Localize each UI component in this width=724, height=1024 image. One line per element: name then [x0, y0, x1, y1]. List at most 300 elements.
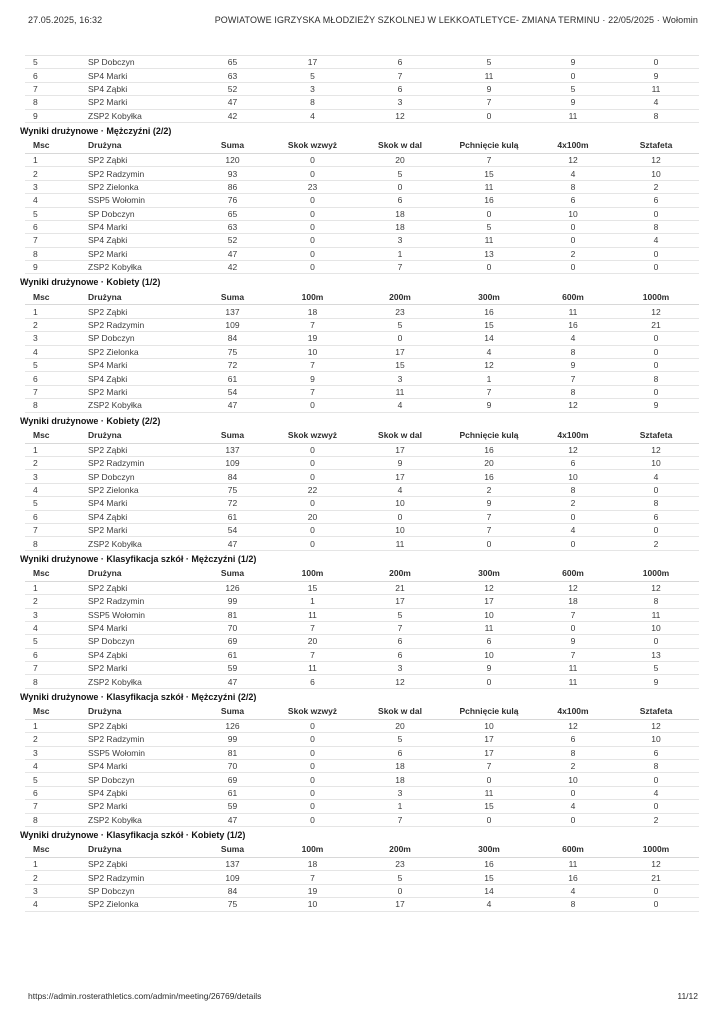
- cell-points: 4: [533, 332, 613, 345]
- cell-points: 84: [195, 884, 270, 897]
- table-row: [25, 621, 699, 634]
- cell-points: 0: [533, 537, 613, 550]
- cell-points: 7: [270, 385, 355, 398]
- cell-points: 6: [355, 194, 445, 207]
- cell-points: 18: [355, 760, 445, 773]
- cell-points: 0: [445, 261, 533, 274]
- cell-points: 42: [195, 109, 270, 122]
- cell-points: 23: [270, 180, 355, 193]
- cell-team: SP2 Marki: [75, 247, 195, 260]
- cell-team: SP2 Ząbki: [75, 153, 195, 166]
- table-row: [25, 305, 699, 318]
- table-header-row: [25, 842, 699, 858]
- cell-points: 65: [195, 56, 270, 69]
- cell-points: 11: [533, 675, 613, 688]
- cell-points: 18: [270, 305, 355, 318]
- cell-points: 0: [270, 813, 355, 826]
- results-section: [20, 274, 704, 412]
- cell-points: 0: [270, 800, 355, 813]
- cell-points: 11: [445, 180, 533, 193]
- cell-team: SP2 Radzymin: [75, 733, 195, 746]
- cell-team: SP2 Zielonka: [75, 898, 195, 911]
- column-header: 200m: [355, 289, 445, 305]
- cell-points: 47: [195, 813, 270, 826]
- cell-team: ZSP2 Kobyłka: [75, 675, 195, 688]
- cell-team: SP4 Marki: [75, 359, 195, 372]
- cell-points: 1: [270, 595, 355, 608]
- cell-points: 8: [533, 385, 613, 398]
- cell-points: 12: [613, 857, 699, 870]
- cell-points: 7: [355, 621, 445, 634]
- document-title: POWIATOWE IGRZYSKA MŁODZIEŻY SZKOLNEJ W LEKKOATLETYCE- ZMIANA TERMINU · 22/05/2025 · Wołomin: [214, 15, 698, 25]
- column-header: Msc: [25, 289, 75, 305]
- cell-points: 5: [445, 220, 533, 233]
- cell-points: 9: [613, 69, 699, 82]
- cell-points: 0: [613, 261, 699, 274]
- cell-points: 5: [270, 69, 355, 82]
- column-header: 200m: [355, 842, 445, 858]
- cell-points: 21: [613, 318, 699, 331]
- cell-rank: 1: [25, 305, 75, 318]
- cell-points: 10: [270, 345, 355, 358]
- cell-rank: 2: [25, 871, 75, 884]
- column-header: 200m: [355, 566, 445, 582]
- cell-points: 72: [195, 497, 270, 510]
- cell-points: 61: [195, 648, 270, 661]
- cell-points: 47: [195, 399, 270, 412]
- table-row: [25, 359, 699, 372]
- cell-rank: 8: [25, 247, 75, 260]
- cell-points: 6: [355, 635, 445, 648]
- cell-points: 12: [533, 153, 613, 166]
- table-row: [25, 662, 699, 675]
- cell-points: 6: [613, 194, 699, 207]
- cell-rank: 4: [25, 194, 75, 207]
- cell-team: SP2 Radzymin: [75, 318, 195, 331]
- cell-points: 8: [533, 483, 613, 496]
- cell-rank: 5: [25, 359, 75, 372]
- cell-rank: 6: [25, 220, 75, 233]
- cell-points: 12: [445, 581, 533, 594]
- cell-points: 6: [613, 510, 699, 523]
- cell-points: 0: [613, 523, 699, 536]
- cell-team: SP2 Ząbki: [75, 581, 195, 594]
- cell-team: SP Dobczyn: [75, 207, 195, 220]
- table-row: [25, 261, 699, 274]
- table-row: [25, 372, 699, 385]
- cell-points: 0: [270, 733, 355, 746]
- cell-points: 10: [355, 497, 445, 510]
- column-header: 100m: [270, 842, 355, 858]
- cell-points: 11: [270, 608, 355, 621]
- cell-rank: 9: [25, 261, 75, 274]
- column-header: 300m: [445, 289, 533, 305]
- cell-points: 4: [613, 234, 699, 247]
- cell-points: 2: [613, 813, 699, 826]
- cell-rank: 5: [25, 635, 75, 648]
- cell-points: 5: [355, 733, 445, 746]
- cell-points: 7: [445, 510, 533, 523]
- page-number: 11/12: [677, 991, 698, 1001]
- cell-rank: 9: [25, 109, 75, 122]
- column-header: Msc: [25, 428, 75, 444]
- column-header: Sztafeta: [613, 138, 699, 154]
- cell-rank: 4: [25, 760, 75, 773]
- cell-points: 6: [445, 635, 533, 648]
- cell-rank: 3: [25, 746, 75, 759]
- cell-points: 54: [195, 385, 270, 398]
- cell-points: 11: [445, 234, 533, 247]
- cell-points: 3: [355, 786, 445, 799]
- cell-points: 69: [195, 635, 270, 648]
- cell-points: 7: [533, 608, 613, 621]
- cell-points: 75: [195, 483, 270, 496]
- cell-points: 15: [270, 581, 355, 594]
- table-row: [25, 180, 699, 193]
- cell-points: 126: [195, 719, 270, 732]
- cell-points: 0: [533, 261, 613, 274]
- cell-points: 3: [355, 662, 445, 675]
- cell-points: 17: [355, 898, 445, 911]
- results-table: [25, 289, 699, 412]
- cell-team: SP2 Radzymin: [75, 167, 195, 180]
- cell-team: SSP5 Wołomin: [75, 746, 195, 759]
- cell-points: 109: [195, 318, 270, 331]
- cell-rank: 6: [25, 786, 75, 799]
- table-row: [25, 194, 699, 207]
- cell-points: 0: [355, 180, 445, 193]
- cell-points: 14: [445, 332, 533, 345]
- column-header: 100m: [270, 566, 355, 582]
- column-header: 4x100m: [533, 138, 613, 154]
- cell-points: 99: [195, 733, 270, 746]
- cell-points: 6: [355, 82, 445, 95]
- table-row: [25, 332, 699, 345]
- cell-points: 7: [270, 621, 355, 634]
- cell-team: SP Dobczyn: [75, 332, 195, 345]
- cell-points: 120: [195, 153, 270, 166]
- cell-points: 4: [355, 483, 445, 496]
- cell-team: SP2 Ząbki: [75, 719, 195, 732]
- cell-points: 6: [355, 56, 445, 69]
- cell-rank: 6: [25, 69, 75, 82]
- cell-team: ZSP2 Kobyłka: [75, 813, 195, 826]
- cell-points: 15: [355, 359, 445, 372]
- cell-points: 81: [195, 746, 270, 759]
- cell-points: 18: [533, 595, 613, 608]
- results-section: [20, 413, 704, 551]
- column-header: Msc: [25, 704, 75, 720]
- cell-points: 5: [613, 662, 699, 675]
- cell-points: 7: [533, 648, 613, 661]
- cell-rank: 7: [25, 82, 75, 95]
- cell-points: 0: [270, 207, 355, 220]
- cell-points: 1: [445, 372, 533, 385]
- cell-team: SP4 Ząbki: [75, 510, 195, 523]
- table-row: [25, 537, 699, 550]
- cell-points: 17: [355, 345, 445, 358]
- cell-points: 72: [195, 359, 270, 372]
- cell-points: 47: [195, 537, 270, 550]
- table-row: [25, 523, 699, 536]
- cell-points: 4: [270, 109, 355, 122]
- cell-team: SP2 Marki: [75, 96, 195, 109]
- column-header: 600m: [533, 842, 613, 858]
- cell-team: SP2 Zielonka: [75, 345, 195, 358]
- cell-points: 0: [270, 234, 355, 247]
- table-row: [25, 247, 699, 260]
- cell-points: 6: [533, 733, 613, 746]
- cell-points: 5: [533, 82, 613, 95]
- cell-points: 0: [613, 385, 699, 398]
- table-row: [25, 318, 699, 331]
- column-header: Suma: [195, 289, 270, 305]
- cell-points: 0: [270, 261, 355, 274]
- cell-points: 70: [195, 621, 270, 634]
- cell-points: 19: [270, 332, 355, 345]
- cell-points: 10: [533, 470, 613, 483]
- cell-team: SP4 Ząbki: [75, 234, 195, 247]
- cell-points: 11: [533, 305, 613, 318]
- cell-points: 9: [445, 82, 533, 95]
- cell-points: 0: [533, 813, 613, 826]
- cell-points: 12: [355, 109, 445, 122]
- cell-rank: 3: [25, 332, 75, 345]
- cell-points: 6: [533, 194, 613, 207]
- column-header: Skok w dal: [355, 704, 445, 720]
- cell-points: 11: [533, 109, 613, 122]
- cell-points: 0: [445, 109, 533, 122]
- cell-rank: 4: [25, 621, 75, 634]
- cell-rank: 1: [25, 153, 75, 166]
- cell-points: 69: [195, 773, 270, 786]
- cell-points: 12: [533, 581, 613, 594]
- cell-points: 0: [355, 510, 445, 523]
- table-row: [25, 871, 699, 884]
- cell-points: 4: [445, 898, 533, 911]
- section-title: Wyniki drużynowe · Mężczyźni (2/2): [20, 125, 172, 136]
- cell-rank: 7: [25, 800, 75, 813]
- cell-rank: 4: [25, 483, 75, 496]
- cell-points: 4: [613, 786, 699, 799]
- cell-points: 109: [195, 456, 270, 469]
- column-header: 1000m: [613, 566, 699, 582]
- cell-points: 11: [613, 608, 699, 621]
- column-header: Suma: [195, 566, 270, 582]
- cell-team: SP2 Ząbki: [75, 857, 195, 870]
- print-timestamp: 27.05.2025, 16:32: [28, 15, 103, 25]
- cell-points: 6: [613, 746, 699, 759]
- table-row: [25, 345, 699, 358]
- cell-points: 9: [270, 372, 355, 385]
- cell-points: 12: [613, 153, 699, 166]
- column-header: 100m: [270, 289, 355, 305]
- cell-points: 0: [533, 621, 613, 634]
- table-row: [25, 56, 699, 69]
- cell-points: 21: [613, 871, 699, 884]
- cell-points: 17: [355, 470, 445, 483]
- cell-points: 0: [533, 69, 613, 82]
- cell-points: 0: [445, 537, 533, 550]
- cell-points: 23: [355, 305, 445, 318]
- cell-points: 4: [613, 96, 699, 109]
- cell-points: 10: [533, 207, 613, 220]
- cell-points: 0: [270, 719, 355, 732]
- cell-points: 7: [445, 153, 533, 166]
- cell-team: SP2 Marki: [75, 523, 195, 536]
- cell-points: 18: [355, 220, 445, 233]
- cell-points: 3: [355, 96, 445, 109]
- cell-points: 10: [445, 608, 533, 621]
- cell-points: 0: [533, 234, 613, 247]
- cell-rank: 1: [25, 857, 75, 870]
- cell-points: 11: [355, 537, 445, 550]
- cell-team: SP4 Ząbki: [75, 648, 195, 661]
- cell-points: 0: [613, 247, 699, 260]
- cell-points: 8: [533, 345, 613, 358]
- column-header: Suma: [195, 428, 270, 444]
- cell-points: 109: [195, 871, 270, 884]
- cell-team: SP Dobczyn: [75, 884, 195, 897]
- cell-points: 0: [270, 399, 355, 412]
- cell-points: 0: [445, 773, 533, 786]
- results-table: [25, 138, 699, 275]
- cell-points: 7: [355, 69, 445, 82]
- cell-rank: 3: [25, 608, 75, 621]
- column-header: Skok wzwyż: [270, 428, 355, 444]
- cell-points: 5: [445, 56, 533, 69]
- cell-rank: 4: [25, 898, 75, 911]
- cell-points: 0: [270, 167, 355, 180]
- cell-points: 10: [613, 167, 699, 180]
- cell-points: 0: [270, 773, 355, 786]
- column-header: Suma: [195, 842, 270, 858]
- cell-points: 9: [355, 456, 445, 469]
- cell-points: 84: [195, 332, 270, 345]
- results-section: [20, 123, 704, 275]
- cell-rank: 7: [25, 662, 75, 675]
- cell-points: 18: [355, 773, 445, 786]
- cell-points: 0: [270, 786, 355, 799]
- cell-points: 0: [270, 456, 355, 469]
- cell-team: SP4 Ząbki: [75, 786, 195, 799]
- table-row: [25, 443, 699, 456]
- cell-points: 0: [613, 207, 699, 220]
- cell-points: 19: [270, 884, 355, 897]
- cell-points: 2: [613, 537, 699, 550]
- column-header: Pchnięcie kulą: [445, 704, 533, 720]
- results-table: [25, 566, 699, 689]
- cell-rank: 8: [25, 399, 75, 412]
- cell-points: 0: [613, 635, 699, 648]
- cell-points: 47: [195, 247, 270, 260]
- column-header: 600m: [533, 566, 613, 582]
- cell-rank: 1: [25, 719, 75, 732]
- cell-points: 6: [355, 648, 445, 661]
- cell-points: 10: [613, 456, 699, 469]
- cell-points: 7: [270, 318, 355, 331]
- cell-points: 9: [533, 96, 613, 109]
- cell-points: 16: [533, 871, 613, 884]
- cell-points: 21: [355, 581, 445, 594]
- cell-team: SP2 Zielonka: [75, 180, 195, 193]
- cell-points: 81: [195, 608, 270, 621]
- cell-points: 4: [445, 345, 533, 358]
- cell-points: 9: [533, 56, 613, 69]
- cell-points: 0: [270, 470, 355, 483]
- cell-team: SSP5 Wołomin: [75, 608, 195, 621]
- cell-points: 0: [533, 786, 613, 799]
- column-header: Skok wzwyż: [270, 138, 355, 154]
- cell-points: 52: [195, 82, 270, 95]
- table-row: [25, 581, 699, 594]
- cell-points: 0: [613, 773, 699, 786]
- cell-points: 12: [355, 675, 445, 688]
- column-header: Sztafeta: [613, 428, 699, 444]
- table-row: [25, 399, 699, 412]
- table-header-row: [25, 138, 699, 154]
- cell-points: 10: [533, 773, 613, 786]
- cell-points: 12: [613, 443, 699, 456]
- cell-points: 0: [613, 483, 699, 496]
- table-row: [25, 857, 699, 870]
- cell-points: 9: [533, 635, 613, 648]
- cell-points: 7: [270, 648, 355, 661]
- cell-points: 16: [445, 470, 533, 483]
- cell-team: SP Dobczyn: [75, 470, 195, 483]
- table-row: [25, 773, 699, 786]
- cell-team: SP2 Marki: [75, 800, 195, 813]
- page-header: [0, 0, 724, 25]
- cell-points: 20: [445, 456, 533, 469]
- cell-points: 1: [355, 247, 445, 260]
- table-row: [25, 385, 699, 398]
- cell-points: 75: [195, 345, 270, 358]
- table-row: [25, 813, 699, 826]
- cell-points: 7: [445, 96, 533, 109]
- cell-points: 7: [355, 813, 445, 826]
- results-table: [25, 428, 699, 551]
- cell-points: 59: [195, 800, 270, 813]
- column-header: 300m: [445, 566, 533, 582]
- cell-points: 6: [270, 675, 355, 688]
- cell-rank: 2: [25, 595, 75, 608]
- cell-points: 63: [195, 220, 270, 233]
- cell-team: SP4 Ząbki: [75, 82, 195, 95]
- cell-points: 10: [445, 648, 533, 661]
- cell-rank: 5: [25, 497, 75, 510]
- column-header: 4x100m: [533, 704, 613, 720]
- table-row: [25, 760, 699, 773]
- table-row: [25, 648, 699, 661]
- cell-points: 0: [270, 746, 355, 759]
- cell-points: 70: [195, 760, 270, 773]
- table-header-row: [25, 704, 699, 720]
- cell-points: 16: [445, 194, 533, 207]
- table-row: [25, 456, 699, 469]
- cell-points: 3: [355, 372, 445, 385]
- cell-points: 47: [195, 675, 270, 688]
- cell-rank: 8: [25, 813, 75, 826]
- cell-team: SP Dobczyn: [75, 773, 195, 786]
- cell-points: 9: [613, 399, 699, 412]
- cell-rank: 2: [25, 733, 75, 746]
- cell-points: 4: [533, 523, 613, 536]
- cell-team: SP2 Zielonka: [75, 483, 195, 496]
- cell-points: 13: [445, 247, 533, 260]
- cell-team: SP4 Marki: [75, 621, 195, 634]
- table-row: [25, 497, 699, 510]
